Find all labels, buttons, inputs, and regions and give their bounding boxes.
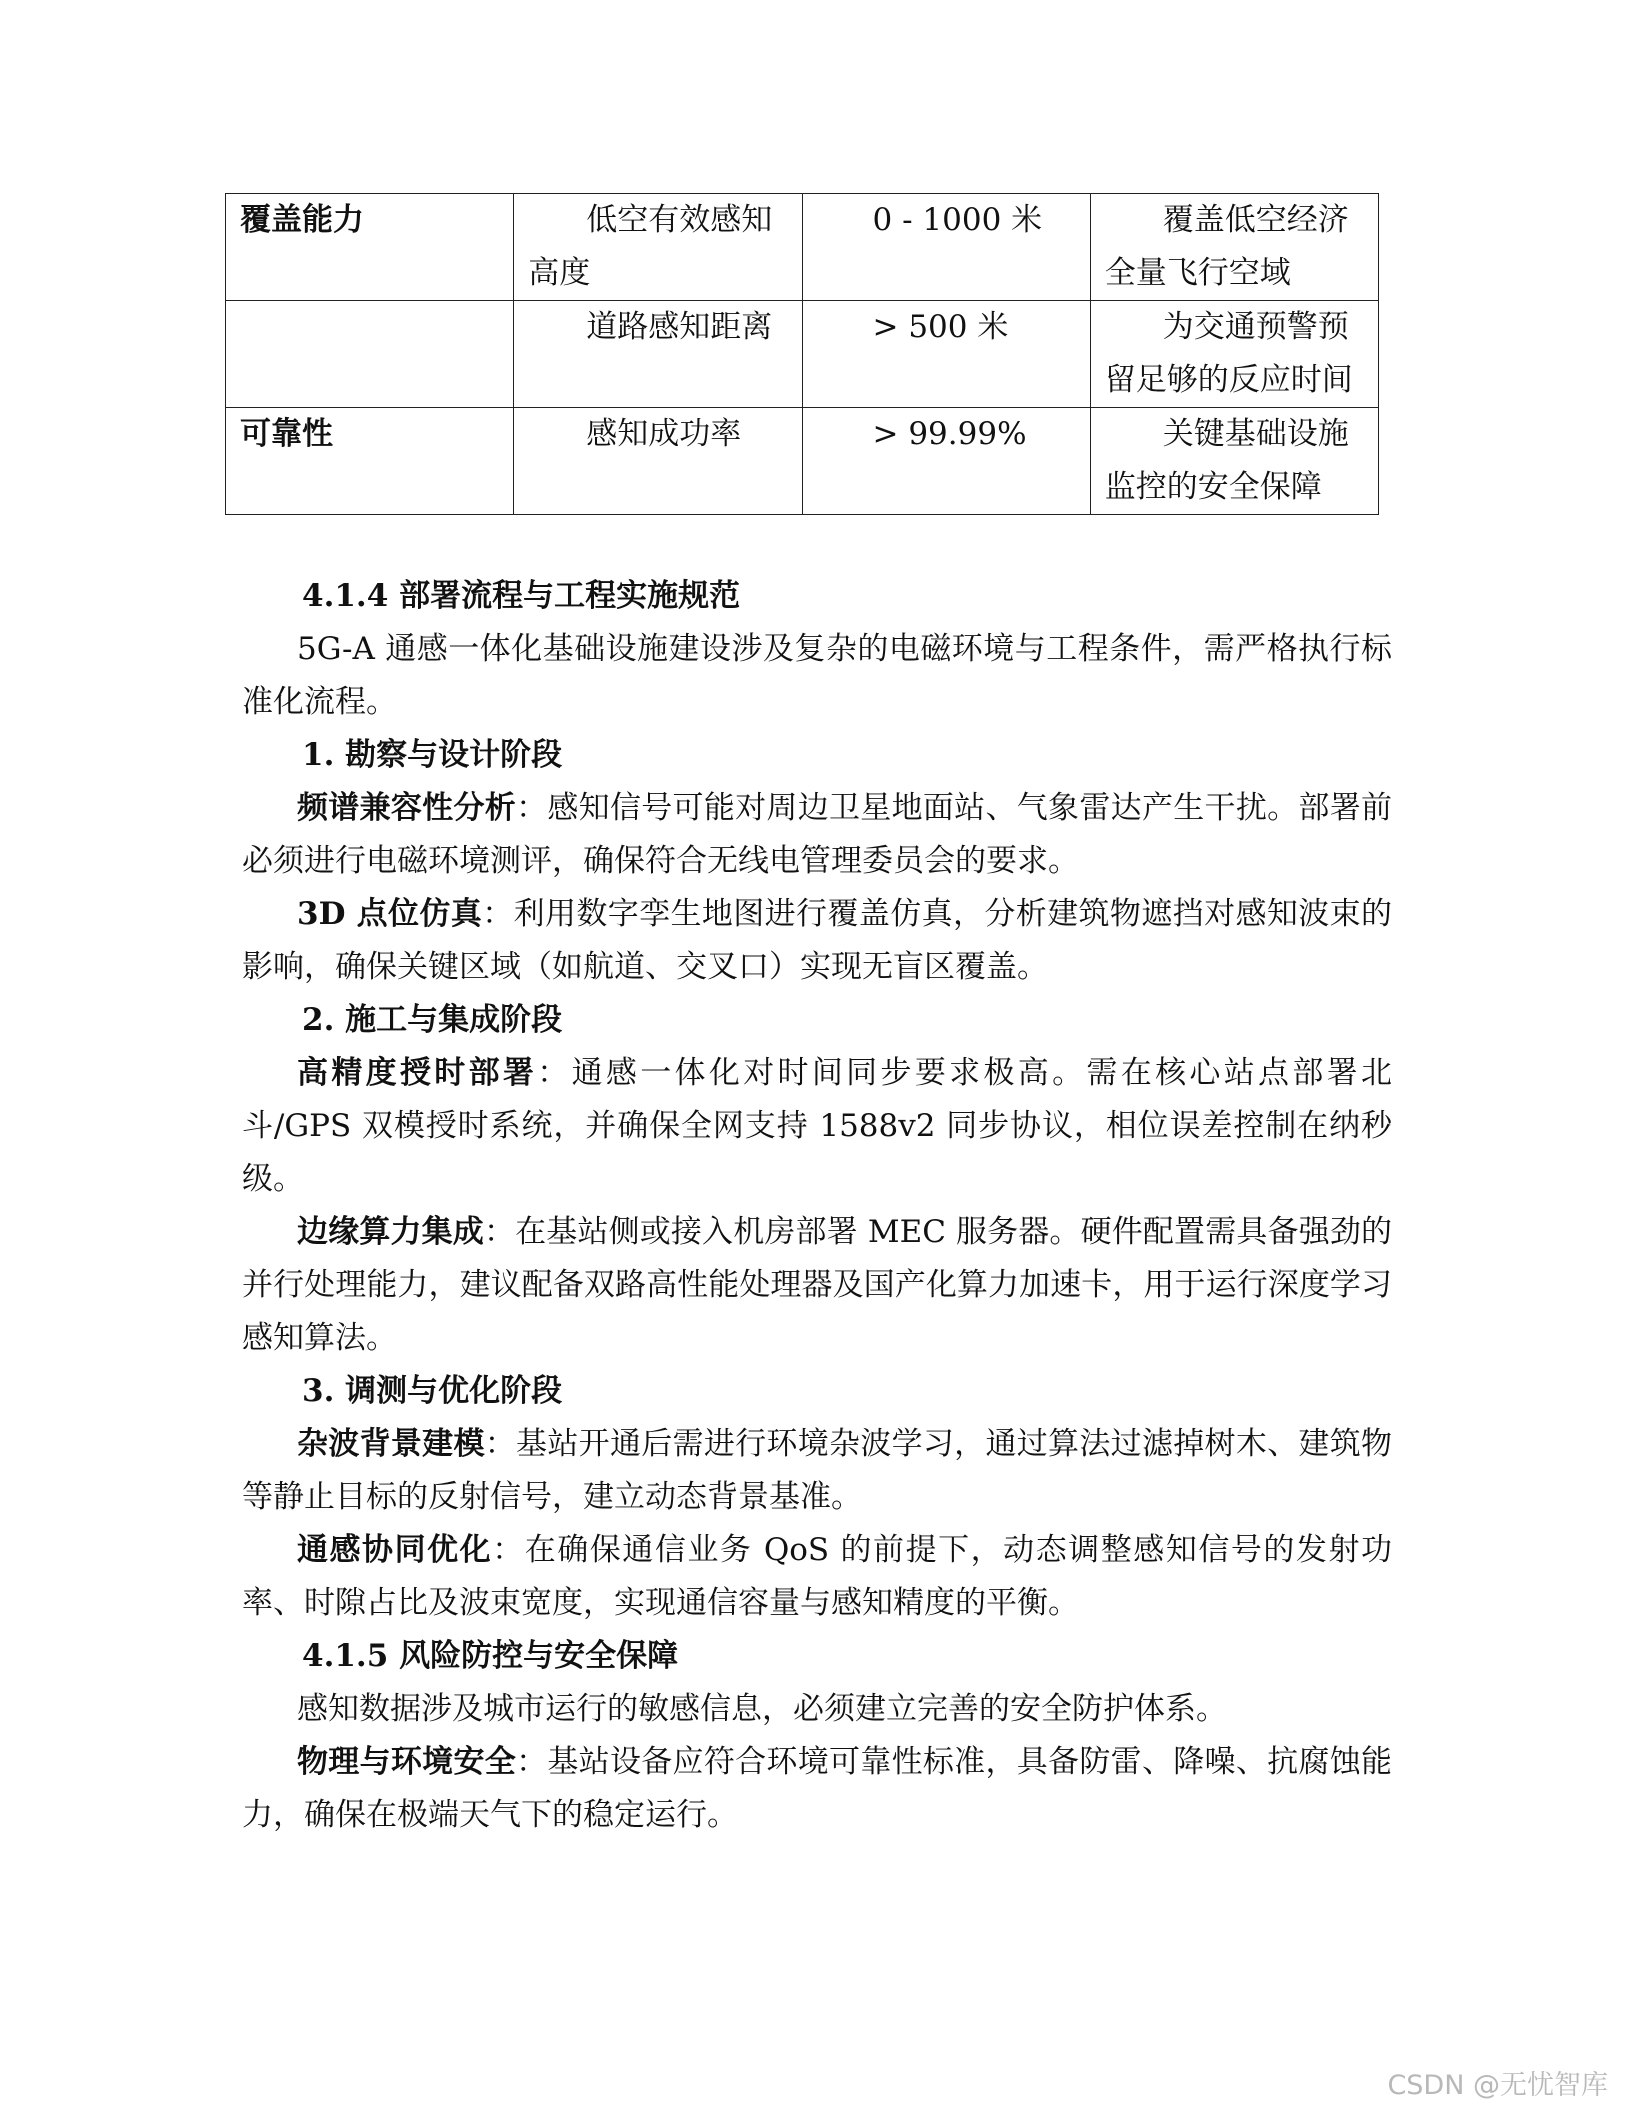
paragraph-text: ：基站设备应符合环境可靠性标准，具备防雷、降噪、抗腐蚀能力，确保在极端天气下的稳定运行。 — [242, 1744, 1393, 1833]
section-intro: 5G-A 通感一体化基础设施建设涉及复杂的电磁环境与工程条件，需严格执行标准化流程。 — [242, 631, 1392, 720]
stage-heading: 2. 施工与集成阶段 — [302, 1002, 563, 1038]
table-cell-metric: 低空有效感知高度 — [514, 194, 802, 301]
table-cell-note: 为交通预警预留足够的反应时间 — [1090, 301, 1378, 408]
paragraph-label: 频谱兼容性分析 — [297, 790, 517, 826]
stage-heading: 3. 调测与优化阶段 — [302, 1373, 563, 1409]
stage-heading: 1. 勘察与设计阶段 — [302, 737, 563, 773]
table-cell-category — [226, 301, 514, 408]
table-cell-note: 覆盖低空经济全量飞行空域 — [1090, 194, 1378, 301]
document-body — [242, 570, 1392, 1842]
paragraph-label: 边缘算力集成 — [297, 1214, 484, 1250]
paragraph-label: 物理与环境安全 — [297, 1744, 517, 1780]
paragraph-label: 3D 点位仿真 — [297, 896, 483, 932]
table-row — [226, 408, 1379, 515]
paragraph — [242, 1418, 1392, 1524]
table-cell-metric: 道路感知距离 — [514, 301, 802, 408]
paragraph — [242, 1524, 1392, 1630]
paragraph — [242, 1736, 1392, 1842]
paragraph-text: ：感知信号可能对周边卫星地面站、气象雷达产生干扰。部署前必须进行电磁环境测评，确保符合无线电管理委员会的要求。 — [242, 790, 1393, 879]
paragraph-text: ：在基站侧或接入机房部署 MEC 服务器。硬件配置需具备强劲的并行处理能力，建议配备双路高性能处理器及国产化算力加速卡，用于运行深度学习感知算法。 — [242, 1214, 1393, 1356]
paragraph-text: ：利用数字孪生地图进行覆盖仿真，分析建筑物遮挡对感知波束的影响，确保关键区域（如航道、交叉口）实现无盲区覆盖。 — [242, 896, 1393, 985]
table-cell-category: 覆盖能力 — [226, 194, 514, 301]
table-cell-metric: 感知成功率 — [514, 408, 802, 515]
paragraph — [242, 1206, 1392, 1365]
watermark: CSDN @无忧智库 — [1387, 2070, 1608, 2101]
table-row — [226, 301, 1379, 408]
table-row — [226, 194, 1379, 301]
table-cell-value: > 500 米 — [802, 301, 1090, 408]
paragraph-label: 杂波背景建模 — [297, 1426, 485, 1462]
section-heading: 4.1.4 部署流程与工程实施规范 — [302, 578, 741, 614]
section-intro: 感知数据涉及城市运行的敏感信息，必须建立完善的安全防护体系。 — [297, 1691, 1227, 1727]
paragraph-text: ：通感一体化对时间同步要求极高。需在核心站点部署北斗/GPS 双模授时系统，并确保全网支持 1588v2 同步协议，相位误差控制在纳秒级。 — [242, 1055, 1393, 1197]
table-cell-value: 0 - 1000 米 — [802, 194, 1090, 301]
paragraph-label: 通感协同优化 — [297, 1532, 493, 1568]
table-cell-note: 关键基础设施监控的安全保障 — [1090, 408, 1378, 515]
paragraph-label: 高精度授时部署 — [297, 1055, 538, 1091]
spec-table — [225, 193, 1379, 515]
paragraph — [242, 782, 1392, 888]
section-heading: 4.1.5 风险防控与安全保障 — [302, 1638, 679, 1674]
table-cell-value: > 99.99% — [802, 408, 1090, 515]
paragraph — [242, 1047, 1392, 1206]
table-cell-category: 可靠性 — [226, 408, 514, 515]
paragraph-text: ：基站开通后需进行环境杂波学习，通过算法过滤掉树木、建筑物等静止目标的反射信号，建立动态背景基准。 — [242, 1426, 1392, 1515]
paragraph — [242, 888, 1392, 994]
paragraph-text: ：在确保通信业务 QoS 的前提下，动态调整感知信号的发射功率、时隙占比及波束宽度，实现通信容量与感知精度的平衡。 — [242, 1532, 1392, 1621]
